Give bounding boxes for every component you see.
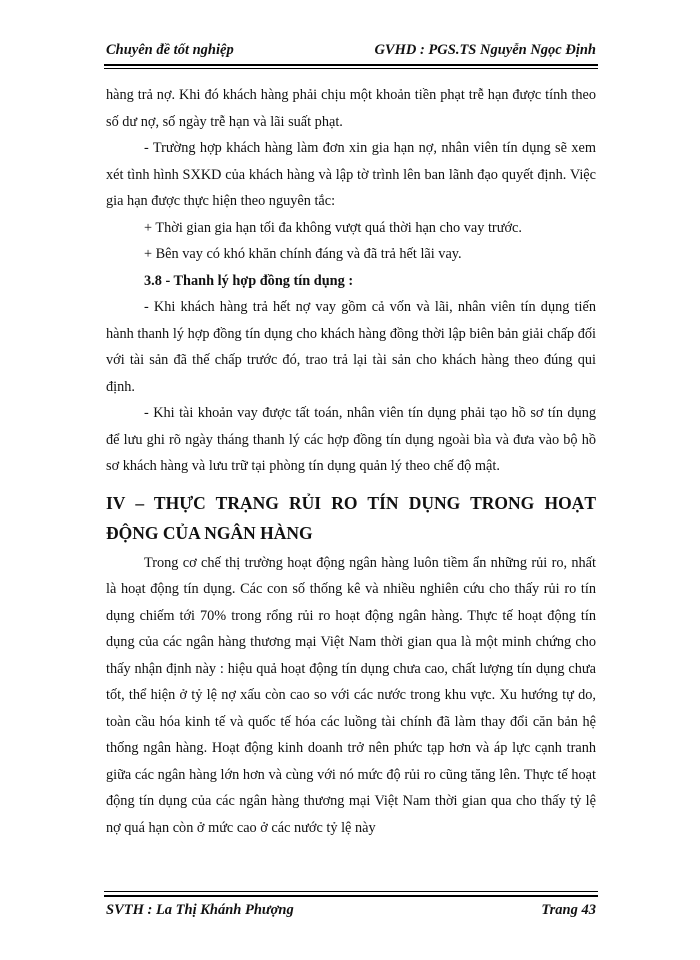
paragraph-4: - Khi tài khoản vay được tất toán, nhân viên tín dụng phải tạo hồ sơ tín dụng để lưu ghi rõ ngày tháng thanh lý các hợp đồng tín dụng ngoài bìa và đưa vào bộ hồ sơ khách hàng và lưu trữ tại phòng tín dụng quản lý theo chế độ mật. [106, 405, 596, 474]
section-heading: IV – THỰC TRẠNG RỦI RO TÍN DỤNG TRONG HOẠT ĐỘNG CỦA NGÂN HÀNG [106, 492, 596, 543]
list-item-1: + Thời gian gia hạn tối đa không vượt quá thời hạn cho vay trước. [144, 219, 522, 236]
subsection-heading: 3.8 - Thanh lý hợp đồng tín dụng : [144, 272, 354, 289]
footer-rule-thin [104, 891, 598, 892]
page-header [106, 42, 596, 59]
page-footer [106, 902, 596, 919]
list-item-2: + Bên vay có khó khăn chính đáng và đã trả hết lãi vay. [144, 246, 462, 262]
header-thesis-title: Chuyên đề tốt nghiệp [106, 42, 234, 58]
footer-rule [104, 895, 598, 897]
document-body [106, 82, 596, 841]
page-number: Trang 43 [541, 902, 596, 918]
header-rule [104, 64, 598, 66]
paragraph-1: hàng trả nợ. Khi đó khách hàng phải chịu một khoản tiền phạt trễ hạn được tính theo số dư nợ, số ngày trễ hạn và lãi suất phạt. [106, 87, 596, 130]
header-advisor: GVHD : PGS.TS Nguyễn Ngọc Định [374, 42, 596, 58]
paragraph-3: - Khi khách hàng trả hết nợ vay gồm cả vốn và lãi, nhân viên tín dụng tiến hành thanh lý hợp đồng tín dụng cho khách hàng đồng thời lập biên bản giải chấp đối với tài sản đã thế chấp trước đó, trao trả lại tài sản cho khách hàng theo đúng qui định. [106, 299, 596, 395]
paragraph-2: - Trường hợp khách hàng làm đơn xin gia hạn nợ, nhân viên tín dụng sẽ xem xét tình hình SXKD của khách hàng và lập tờ trình lên ban lãnh đạo quyết định. Việc gia hạn được thực hiện theo nguyên tắc: [106, 140, 596, 209]
paragraph-5: Trong cơ chế thị trường hoạt động ngân hàng luôn tiềm ẩn những rủi ro, nhất là hoạt động tín dụng. Các con số thống kê và nhiều nghiên cứu cho thấy rủi ro tín dụng chiếm tới 70% trong rổng rủi ro hoạt động ngân hàng. Thực tế hoạt động tín dụng của các ngân hàng thương mại Việt Nam thời gian qua là một minh chứng cho thấy nhận định này : hiệu quả hoạt động tín dụng chưa cao, chất lượng tín dụng chưa tốt, thể hiện ở tỷ lệ nợ xấu còn cao so với các nước trong khu vực. Xu hướng tự do, toàn cầu hóa kinh tế và quốc tế hóa các luồng tài chính đã làm thay đổi căn bản hệ thống ngân hàng. Hoạt động kinh doanh trở nên phức tạp hơn và áp lực cạnh tranh giữa các ngân hàng lớn hơn và cùng với nó mức độ rủi ro cũng tăng lên. Thực tế hoạt động tín dụng của các ngân hàng thương mại Việt Nam thời gian qua cho thấy tỷ lệ nợ quá hạn còn ở mức cao ở các nước tỷ lệ này [106, 554, 596, 836]
footer-student: SVTH : La Thị Khánh Phượng [106, 902, 294, 918]
header-rule-thin [104, 68, 598, 69]
